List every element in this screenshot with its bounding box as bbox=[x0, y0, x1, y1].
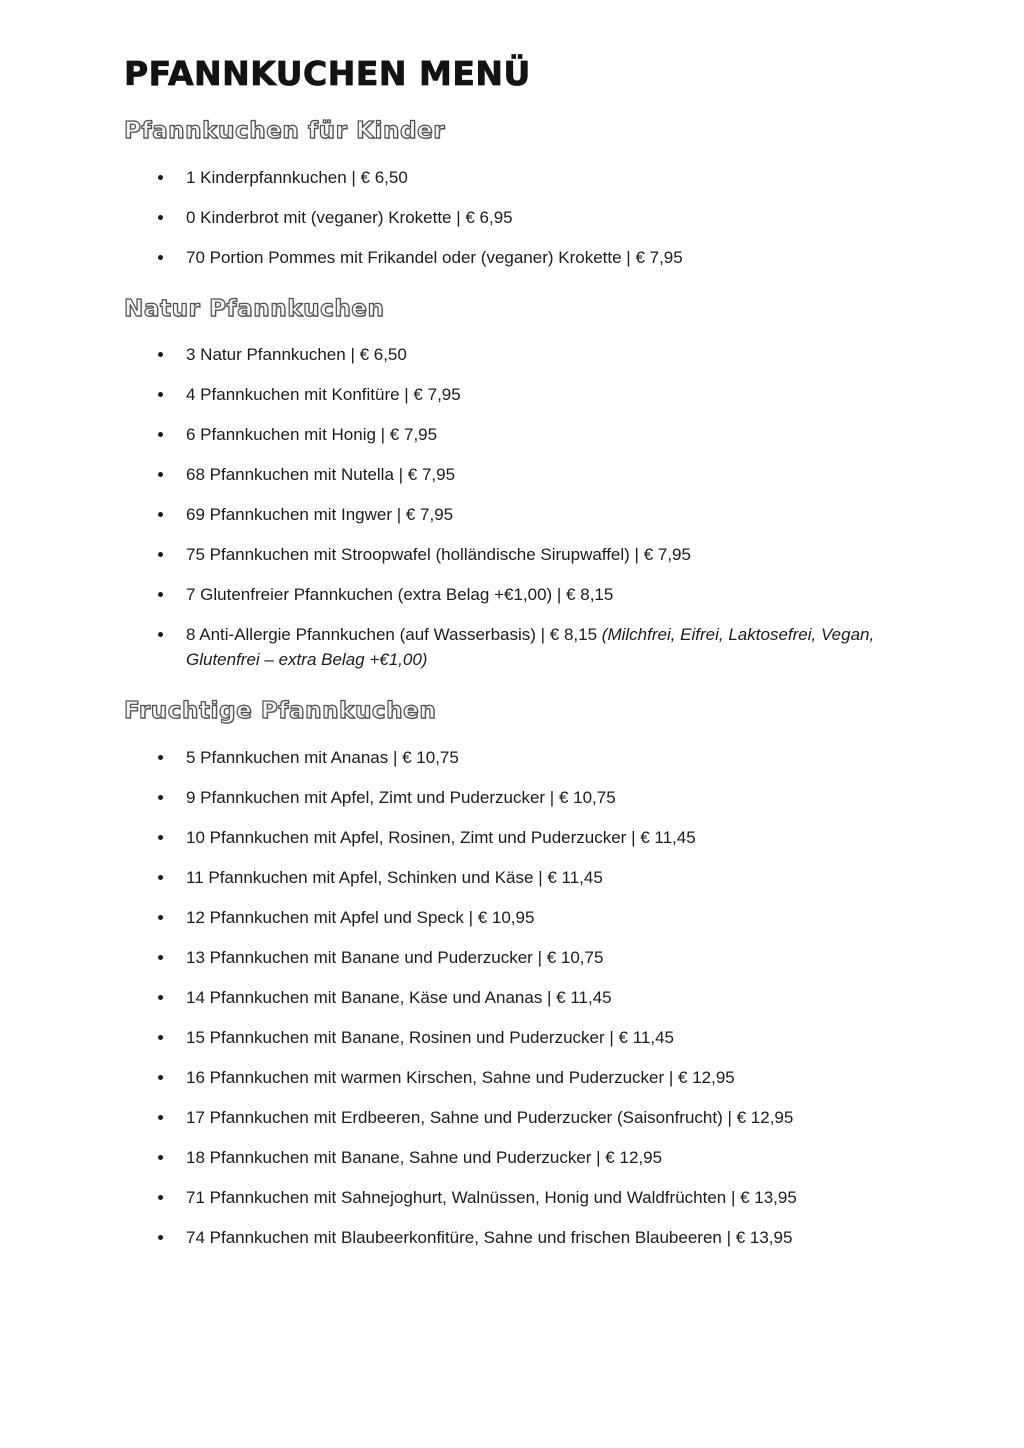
menu-item bbox=[186, 462, 914, 487]
menu-item-text: 6 Pfannkuchen mit Honig | € 7,95 bbox=[186, 425, 438, 445]
menu-item bbox=[186, 1145, 914, 1170]
menu-item-text: 0 Kinderbrot mit (veganer) Krokette | € 6,95 bbox=[186, 207, 513, 227]
section-natur bbox=[124, 296, 914, 672]
menu-item-note: (Milchfrei, Eifrei, Laktosefrei, Vegan, Glutenfrei – extra Belag +€1,00) bbox=[186, 625, 875, 670]
menu-item-text: 4 Pfannkuchen mit Konfitüre | € 7,95 bbox=[186, 385, 461, 405]
menu-item-text: 17 Pfannkuchen mit Erdbeeren, Sahne und Puderzucker (Saisonfrucht) | € 12,95 bbox=[186, 1107, 794, 1127]
menu-item-text: 71 Pfannkuchen mit Sahnejoghurt, Walnüssen, Honig und Waldfrüchten | € 13,95 bbox=[186, 1187, 797, 1207]
menu-item bbox=[186, 382, 914, 407]
menu-item-text: 15 Pfannkuchen mit Banane, Rosinen und Puderzucker | € 11,45 bbox=[186, 1027, 674, 1047]
menu-item-text: 12 Pfannkuchen mit Apfel und Speck | € 10,95 bbox=[186, 907, 535, 927]
section-fruchtige bbox=[124, 698, 914, 1249]
menu-item bbox=[186, 1105, 914, 1130]
menu-item bbox=[186, 1225, 914, 1250]
menu-item bbox=[186, 825, 914, 850]
menu-item bbox=[186, 422, 914, 447]
menu-item bbox=[186, 245, 914, 270]
menu-item-text: 3 Natur Pfannkuchen | € 6,50 bbox=[186, 345, 407, 365]
page-title: PFANNKUCHEN MENÜ bbox=[124, 54, 531, 93]
menu-item bbox=[186, 622, 914, 672]
menu-item-text: 5 Pfannkuchen mit Ananas | € 10,75 bbox=[186, 747, 459, 767]
menu-item bbox=[186, 945, 914, 970]
menu-item bbox=[186, 205, 914, 230]
section-kinder bbox=[124, 118, 914, 269]
menu-item-text: 13 Pfannkuchen mit Banane und Puderzucker | € 10,75 bbox=[186, 947, 604, 967]
menu-item bbox=[186, 865, 914, 890]
menu-item-text: 70 Portion Pommes mit Frikandel oder (veganer) Krokette | € 7,95 bbox=[186, 247, 683, 267]
menu-item bbox=[186, 342, 914, 367]
menu-list-kinder bbox=[124, 165, 914, 270]
menu-item bbox=[186, 542, 914, 567]
section-heading-natur: Natur Pfannkuchen bbox=[124, 295, 385, 322]
menu-item-text: 7 Glutenfreier Pfannkuchen (extra Belag +€1,00) | € 8,15 bbox=[186, 585, 614, 605]
menu-item bbox=[186, 1025, 914, 1050]
menu-item-text: 69 Pfannkuchen mit Ingwer | € 7,95 bbox=[186, 505, 454, 525]
menu-item-text: 9 Pfannkuchen mit Apfel, Zimt und Puderzucker | € 10,75 bbox=[186, 787, 616, 807]
menu-item bbox=[186, 785, 914, 810]
menu-list-fruchtige bbox=[124, 745, 914, 1250]
menu-item bbox=[186, 985, 914, 1010]
section-heading-fruchtige: Fruchtige Pfannkuchen bbox=[124, 698, 437, 725]
menu-item bbox=[186, 1185, 914, 1210]
menu-item-text: 68 Pfannkuchen mit Nutella | € 7,95 bbox=[186, 465, 456, 485]
menu-item-text: 14 Pfannkuchen mit Banane, Käse und Ananas | € 11,45 bbox=[186, 987, 612, 1007]
menu-item-text: 18 Pfannkuchen mit Banane, Sahne und Puderzucker | € 12,95 bbox=[186, 1147, 663, 1167]
menu-item-text: 16 Pfannkuchen mit warmen Kirschen, Sahne und Puderzucker | € 12,95 bbox=[186, 1067, 735, 1087]
menu-item bbox=[186, 502, 914, 527]
menu-list-natur bbox=[124, 342, 914, 672]
menu-item-text: 10 Pfannkuchen mit Apfel, Rosinen, Zimt und Puderzucker | € 11,45 bbox=[186, 827, 696, 847]
menu-item-text: 75 Pfannkuchen mit Stroopwafel (holländische Sirupwaffel) | € 7,95 bbox=[186, 545, 691, 565]
section-heading-kinder: Pfannkuchen für Kinder bbox=[124, 118, 446, 145]
menu-item bbox=[186, 745, 914, 770]
menu-item bbox=[186, 582, 914, 607]
menu-item-text: 11 Pfannkuchen mit Apfel, Schinken und Käse | € 11,45 bbox=[186, 867, 603, 887]
menu-item bbox=[186, 905, 914, 930]
menu-item-text: 8 Anti-Allergie Pfannkuchen (auf Wasserbasis) | € 8,15 bbox=[186, 625, 602, 645]
menu-item-text: 74 Pfannkuchen mit Blaubeerkonfitüre, Sahne und frischen Blaubeeren | € 13,95 bbox=[186, 1227, 793, 1247]
menu-item-text: 1 Kinderpfannkuchen | € 6,50 bbox=[186, 167, 408, 187]
menu-item bbox=[186, 1065, 914, 1090]
menu-item bbox=[186, 165, 914, 190]
